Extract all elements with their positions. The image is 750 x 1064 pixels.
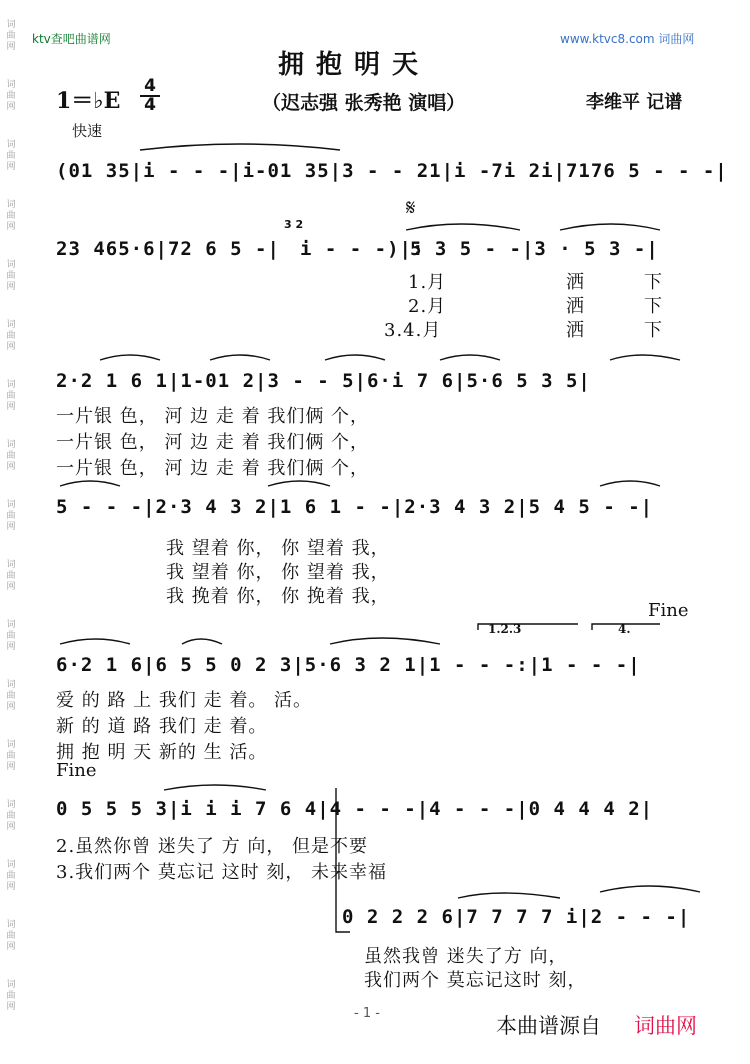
slur (560, 224, 660, 230)
slur (330, 638, 440, 644)
line-5-lyric-3: 拥 抱 明 天 新的 生 活。 (56, 742, 268, 763)
line-6-lyric-1: 2.虽然你曾 迷失了 方 向， 但是不要 (56, 836, 369, 857)
line-6-lyric-2: 3.我们两个 莫忘记 这时 刻， 未来幸福 (56, 862, 388, 883)
slur (600, 886, 700, 892)
performers: （迟志强 张秀艳 演唱） (262, 92, 466, 114)
side-watermark-text: 词曲网 (6, 140, 16, 172)
slur (325, 355, 385, 360)
side-watermark-text: 词曲网 (6, 380, 16, 412)
slur (60, 639, 130, 644)
verse-1-word-a: 洒 (566, 272, 585, 293)
slur (458, 893, 560, 898)
song-title: 拥抱明天 (278, 50, 431, 80)
side-watermark-text: 词曲网 (6, 200, 16, 232)
side-watermark-text: 词曲网 (6, 560, 16, 592)
verse-2-start: 2.月 (408, 296, 447, 317)
score-line-2a: 23 465·6|72 6 5 -| (56, 238, 280, 260)
verse-1-word-b: 下 (644, 272, 663, 293)
side-watermark-text: 词曲网 (6, 260, 16, 292)
verse-3-start: 3.4.月 (384, 320, 442, 341)
side-watermark-text: 词曲网 (6, 680, 16, 712)
slur (406, 224, 520, 230)
slur (100, 355, 160, 360)
key-signature: 1＝♭E (56, 88, 121, 114)
slur (600, 481, 660, 486)
volta-bracket-1 (478, 624, 578, 630)
slur (140, 144, 340, 150)
verse-1-start: 1.月 (408, 272, 447, 293)
line-3-lyric-3: 一片银 色， 河 边 走 着 我们俩 个， (56, 458, 370, 479)
score-line-5: 6·2 1 6|6 5 5 0 2 3|5·6 3 2 1|1 - - -:|1 - - -| (56, 654, 641, 676)
slur (610, 355, 680, 360)
time-denominator: 4 (140, 95, 160, 114)
slur (440, 355, 500, 360)
score-line-2b: i - - -)|: (300, 238, 425, 260)
line-4-lyric-3: 我 挽着 你， 你 挽着 我， (166, 586, 390, 607)
ending-1-label: 1.2.3 (488, 622, 522, 636)
score-line-4: 5 - - -|2·3 4 3 2|1 6 1 - -|2·3 4 3 2|5 4 5 - -| (56, 496, 654, 518)
side-watermark-text: 词曲网 (6, 320, 16, 352)
arranger: 李维平 记谱 (586, 92, 683, 113)
verse-3-word-a: 洒 (566, 320, 585, 341)
side-watermark-text: 词曲网 (6, 80, 16, 112)
line-3-lyric-1: 一片银 色， 河 边 走 着 我们俩 个， (56, 406, 370, 427)
slur (164, 785, 266, 790)
tempo-marking: 快速 (72, 122, 103, 140)
side-watermark-text: 词曲网 (6, 740, 16, 772)
line-5-lyric-1: 爱 的 路 上 我们 走 着。 活。 (56, 690, 313, 711)
line-5-lyric-2: 新 的 道 路 我们 走 着。 (56, 716, 268, 737)
header-left-link[interactable]: ktv查吧曲谱网 (32, 32, 111, 46)
verse-2-word-b: 下 (644, 296, 663, 317)
score-line-7: 0 2 2 2 6|7 7 7 7 i|2 - - -| (342, 906, 691, 928)
side-watermark-text: 词曲网 (6, 20, 16, 52)
line-4-lyric-2: 我 望着 你， 你 望着 我， (166, 562, 390, 583)
line-3-lyric-2: 一片银 色， 河 边 走 着 我们俩 个， (56, 432, 370, 453)
time-numerator: 4 (144, 76, 156, 96)
ending-2-label: 4. (618, 622, 631, 636)
ossia-bracket (336, 788, 350, 932)
segno-sign: 𝄋 (406, 196, 416, 221)
slur (60, 481, 120, 486)
source-label: 本曲谱源自 (496, 1014, 601, 1038)
line-4-lyric-1: 我 望着 你， 你 望着 我， (166, 538, 390, 559)
header-right-link[interactable]: www.ktvc8.com 词曲网 (560, 32, 695, 46)
line-7-lyric-2: 我们两个 莫忘记这时 刻， (364, 970, 587, 991)
slur (268, 481, 330, 486)
fine-marking-1: Fine (648, 600, 689, 621)
line-7-lyric-1: 虽然我曾 迷失了方 向， (364, 946, 568, 967)
side-watermark-text: 词曲网 (6, 500, 16, 532)
side-watermark-text: 词曲网 (6, 980, 16, 1012)
score-line-2c: 5 3 5 - -|3 · 5 3 -| (410, 238, 659, 260)
slur (182, 639, 222, 644)
side-watermark-text: 词曲网 (6, 800, 16, 832)
verse-3-word-b: 下 (644, 320, 663, 341)
fine-marking-2: Fine (56, 760, 97, 781)
volta-bracket-2 (592, 624, 660, 630)
slur (210, 355, 270, 360)
source-site-link[interactable]: 词曲网 (634, 1014, 697, 1038)
score-line-3: 2·2 1 6 1|1-01 2|3 - - 5|6·i 7 6|5·6 5 3 5| (56, 370, 591, 392)
score-line-1: (01 35|i - - -|i-01 35|3 - - 21|i -7i 2i|7176 5 - - -| (56, 160, 728, 182)
verse-2-word-a: 洒 (566, 296, 585, 317)
score-line-6: 0 5 5 5 3|i i i 7 6 4|4 - - -|4 - - -|0 4 4 4 2| (56, 798, 654, 820)
side-watermark-text: 词曲网 (6, 440, 16, 472)
side-watermark-text: 词曲网 (6, 920, 16, 952)
side-watermark-text: 词曲网 (6, 620, 16, 652)
side-watermark-text: 词曲网 (6, 860, 16, 892)
page-number: - 1 - (354, 1006, 380, 1021)
fermata-notes: 3 2 (284, 218, 304, 231)
